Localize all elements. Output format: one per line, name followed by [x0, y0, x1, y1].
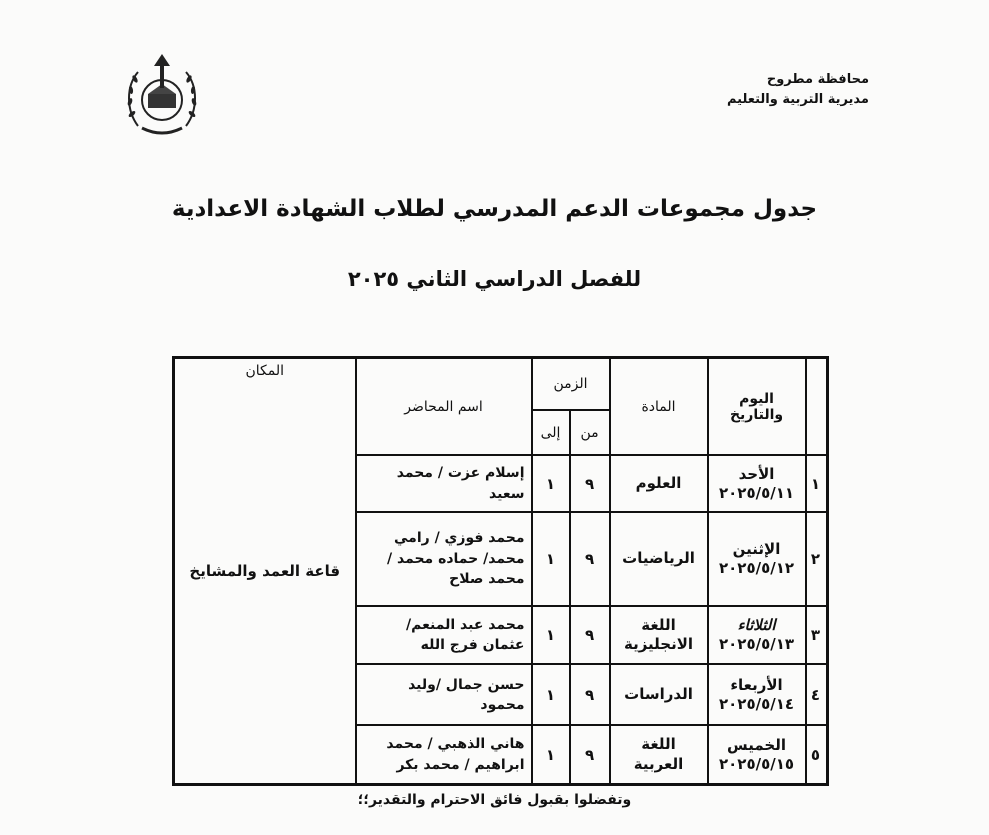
row-subject: الرياضيات — [610, 512, 708, 606]
place-column — [174, 358, 356, 785]
row-number: ٥ — [806, 725, 828, 784]
col-header-place: المكان — [245, 363, 285, 379]
row-date: ٢٠٢٥/٥/١٥ — [718, 754, 795, 773]
col-header-from: من — [570, 410, 610, 455]
table-header-row — [174, 358, 828, 411]
row-number: ٢ — [806, 512, 828, 606]
row-day: الخميس — [727, 735, 786, 754]
row-to: ١ — [532, 606, 570, 665]
row-date: ٢٠٢٥/٥/١٢ — [718, 558, 795, 577]
row-day: الأحد — [738, 464, 775, 483]
row-number: ٣ — [806, 606, 828, 665]
row-date: ٢٠٢٥/٥/١٤ — [718, 694, 795, 713]
governorate-label: محافظة مطروح — [766, 72, 869, 87]
row-subject: اللغة الانجليزية — [610, 606, 708, 665]
document-title: جدول مجموعات الدعم المدرسي لطلاب الشهادة الاعدادية — [171, 196, 818, 222]
schedule-table — [172, 356, 829, 786]
col-header-day-date: اليوم والتاريخ — [708, 358, 806, 456]
col-header-time: الزمن — [532, 358, 610, 411]
row-to: ١ — [532, 455, 570, 512]
row-subject: الدراسات — [610, 664, 708, 725]
row-lecturer: حسن جمال /وليد محمود — [356, 664, 532, 725]
row-number: ١ — [806, 455, 828, 512]
col-header-number — [806, 358, 828, 456]
col-header-to: إلى — [532, 410, 570, 455]
row-to: ١ — [532, 725, 570, 784]
col-header-subject: المادة — [610, 358, 708, 456]
row-day-date — [708, 664, 806, 725]
row-day-date — [708, 512, 806, 606]
row-lecturer: محمد فوزي / رامي محمد/ حماده محمد / محمد صلاح — [356, 512, 532, 606]
document-subtitle: للفصل الدراسي الثاني ٢٠٢٥ — [347, 267, 642, 291]
row-day-date — [708, 725, 806, 784]
row-date: ٢٠٢٥/٥/١٣ — [718, 635, 795, 653]
row-day: الإثنين — [732, 540, 781, 559]
closing-remark: وتفضلوا بقبول فائق الاحترام والتقدير؛؛ — [357, 792, 632, 808]
issuer-header — [727, 70, 869, 110]
row-day: الثلاثاء — [737, 616, 776, 635]
row-day: الأربعاء — [730, 676, 783, 695]
directorate-label: مديرية التربية والتعليم — [726, 92, 869, 108]
row-from: ٩ — [570, 512, 610, 606]
row-lecturer: محمد عبد المنعم/ عثمان فرج الله — [356, 606, 532, 665]
row-from: ٩ — [570, 664, 610, 725]
row-day-date — [708, 606, 806, 665]
row-to: ١ — [532, 664, 570, 725]
row-day-date — [708, 455, 806, 512]
row-from: ٩ — [570, 725, 610, 784]
row-to: ١ — [532, 512, 570, 606]
row-from: ٩ — [570, 606, 610, 665]
row-subject: اللغة العربية — [610, 725, 708, 784]
row-from: ٩ — [570, 455, 610, 512]
place-value: قاعة العمد والمشايخ — [189, 562, 341, 580]
ministry-emblem-icon — [124, 48, 200, 148]
row-lecturer: هاني الذهبي / محمد ابراهيم / محمد بكر — [356, 725, 532, 784]
row-number: ٤ — [806, 664, 828, 725]
row-date: ٢٠٢٥/٥/١١ — [718, 483, 795, 502]
row-subject: العلوم — [610, 455, 708, 512]
col-header-lecturer: اسم المحاضر — [356, 358, 532, 456]
row-lecturer: إسلام عزت / محمد سعيد — [356, 455, 532, 512]
